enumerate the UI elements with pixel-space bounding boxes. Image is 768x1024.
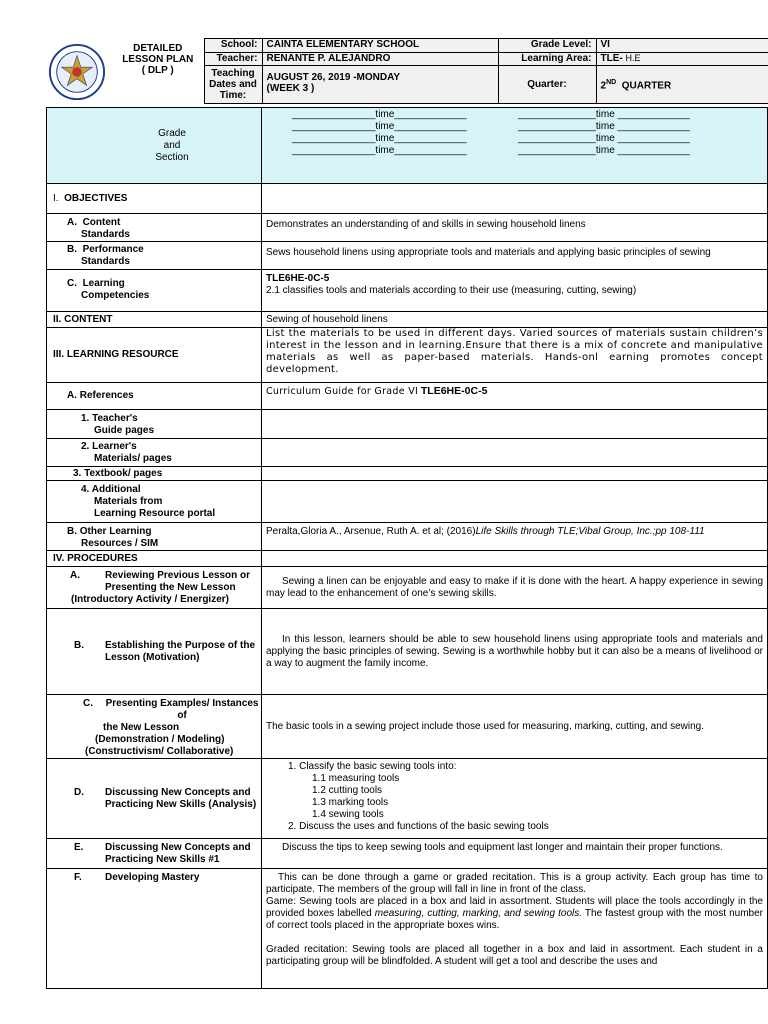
additional-materials-label: 4. Additional Materials from Learning Resource portal [47,481,262,523]
procedure-a-text: Sewing a linen can be enjoyable and easy to make if it is done with the heart. A happy experience in sewing may lead to the enhancement of one’s sewing skills. [262,567,768,609]
procedure-c-label: C. Presenting Examples/ Instances of the New Lesson (Demonstration / Modeling) (Constructivism/ Collaborative) [47,695,262,759]
teacher-value: RENANTE P. ALEJANDRO [262,53,498,66]
list-item: 1.4 sewing tools [312,809,384,820]
document-title [112,39,204,104]
title-line: LESSON PLAN [122,53,194,65]
grade-section-label: Grade and Section [47,108,262,184]
quarter-label: Quarter: [498,66,596,104]
mastery-paragraph: Game: Sewing tools are placed in a box and laid in assortment. Students will place the tools accordingly in the provided boxes labelled measuring, cutting, marking, and sewing tools. The fastest group with the most number of correct tools placed in the appropriate boxes wins. [266,896,763,931]
list-item: 1. Classify the basic sewing tools into: [288,761,457,772]
school-label: School: [204,39,262,53]
textbook-label: 3. Textbook/ pages [47,467,262,481]
procedure-c-text: The basic tools in a sewing project include those used for measuring, marking, cutting, and sewing. [262,695,768,759]
blank-cell [262,184,768,214]
other-resources-label: B. Other Learning Resources / SIM [47,523,262,551]
teachers-guide-value [262,410,768,439]
learning-area-value: TLE- H.E [596,53,768,66]
textbook-value [262,467,768,481]
dates-label: Teaching Dates and Time: [204,66,262,104]
procedure-d-label: D. Discussing New Concepts and Practicing New Skills (Analysis) [47,759,262,839]
grade-level-value: VI [596,39,768,53]
list-item: 1.2 cutting tools [312,785,383,796]
sewing-tools-list [266,761,763,833]
learning-resource-text: List the materials to be used in different days. Varied sources of materials sustain children’s interest in the lesson and in learning.Ensure that there is a mix of concrete and manipulative materials as well as paper-based materials. Hands-onl earning promotes concept development. [262,328,768,383]
schedule-line: _______________time_____________ ______________time _____________ [292,109,690,120]
performance-standards-label: B. Performance Standards [47,242,262,270]
main-table [46,107,768,989]
performance-standards-value: Sews household linens using appropriate tools and materials and applying basic principles of sewing [262,242,768,270]
grade-level-label: Grade Level: [498,39,596,53]
procedure-f-label: F. Developing Mastery [47,869,262,989]
quarter-value: 2ND QUARTER [596,66,768,104]
school-value: CAINTA ELEMENTARY SCHOOL [262,39,498,53]
list-item: 1.3 marking tools [312,797,389,808]
content-standards-value: Demonstrates an understanding of and skills in sewing household linens [262,214,768,242]
content-standards-label: A. Content Standards [47,214,262,242]
references-value: Curriculum Guide for Grade VI TLE6HE-0C-5 [262,383,768,410]
schedule-line: _______________time_____________ ______________time _____________ [292,121,690,132]
learning-competencies-label: C. Learning Competencies [47,270,262,312]
references-label: A. References [47,383,262,410]
procedure-a-label: A. Reviewing Previous Lesson or Presenting the New Lesson (Introductory Activity / Energizer) [47,567,262,609]
deped-seal-cell [46,39,112,104]
objectives-heading: I. OBJECTIVES [47,184,262,214]
mastery-paragraph: This can be done through a game or graded recitation. This is a group activity. Each group has time to participate. The members of the group will fall in line in front of the class. [266,872,763,895]
procedures-heading: IV. PROCEDURES [47,551,262,567]
blank-cell [262,551,768,567]
teacher-label: Teacher: [204,53,262,66]
teachers-guide-label: 1. Teacher's Guide pages [47,410,262,439]
dates-value: AUGUST 26, 2019 -MONDAY (WEEK 3 ) [262,66,498,104]
content-heading: II. CONTENT [47,312,262,328]
procedure-e-text: Discuss the tips to keep sewing tools and equipment last longer and maintain their proper functions. [262,839,768,869]
schedule-line: _______________time_____________ ______________time _____________ [292,133,690,144]
list-item: 1.1 measuring tools [312,773,400,784]
learners-materials-label: 2. Learner's Materials/ pages [47,439,262,467]
procedure-b-label: B. Establishing the Purpose of the Lesson (Motivation) [47,609,262,695]
mastery-paragraph: Graded recitation: Sewing tools are placed all together in a box and laid in assortment. Each student in a participating group will be blindfolded. A student will get a tool and describe the uses and [266,944,763,967]
other-resources-value: Peralta,Gloria A., Arsenue, Ruth A. et al; (2016)Life Skills through TLE;Vibal Group, Inc.;pp 108-111 [262,523,768,551]
schedule-line: _______________time_____________ ______________time _____________ [292,145,690,156]
lesson-plan-document [46,38,767,989]
learning-area-label: Learning Area: [498,53,596,66]
title-line: DETAILED [133,42,183,54]
deped-seal-icon [48,43,106,101]
additional-materials-value [262,481,768,523]
learning-competencies-value: TLE6HE-0C-5 2.1 classifies tools and materials according to their use (measuring, cutting, sewing) [262,270,768,312]
procedure-d-list [262,759,768,839]
procedure-b-text: In this lesson, learners should be able to sew household linens using appropriate tools and materials and applying the basic principles of sewing. Sewing is a worthwhile hobby but it can also be a means of livelihood or a way to augment the family income. [262,609,768,695]
title-line: ( DLP ) [141,64,174,76]
learning-resource-heading: III. LEARNING RESOURCE [47,328,262,383]
procedure-e-label: E. Discussing New Concepts and Practicing New Skills #1 [47,839,262,869]
header-table [46,38,768,104]
procedure-f-text [262,869,768,989]
content-value: Sewing of household linens [262,312,768,328]
grade-section-schedule [262,108,768,184]
list-item: 2. Discuss the uses and functions of the basic sewing tools [288,821,549,832]
learners-materials-value [262,439,768,467]
